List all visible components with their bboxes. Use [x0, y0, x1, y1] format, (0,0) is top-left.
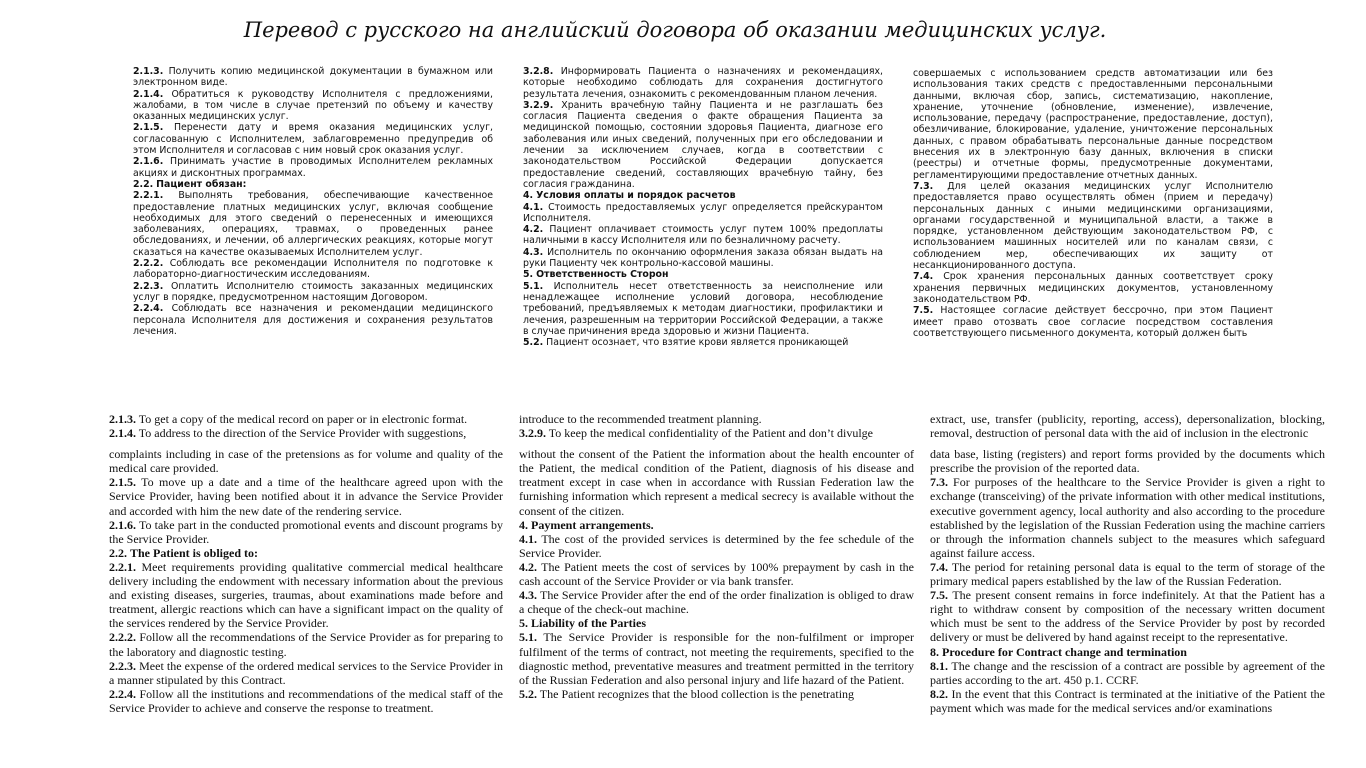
clause-text: Пациент осознает, что взятие крови является проникающей: [546, 337, 849, 349]
clause-number: 4.1.: [519, 531, 537, 546]
clause-text: without the consent of the Patient the information about the health encounter of the Patient, the medical condition of the Patient, diagnosis of his disease and treatment except in case when in accordance with Russian Federation law the furnishing information which represent a medical secrecy is available without the consent of the citizen.: [519, 447, 914, 518]
clause-text: совершаемых с использованием средств автоматизации или без использования таких средств с предоставленными персональными данными, включая сбор, запись, систематизацию, накопление, хранение, уточнение (обновление, изменение), извлечение, использование, передачу (распространение, предоставление, доступ), обезличивание, блокирование, удаление, уничтожение персональных данных, с правом обрабатывать персональные данные посредством внесения их в электронную базу данных, включения в списки (реестры) и отчетные формы, предусмотренные документами, регламентирующими предоставление отчетных данных.: [913, 68, 1273, 181]
clause-text: Соблюдать все назначения и рекомендации медицинского персонала Исполнителя для достижения и сохранения результатов лечения.: [133, 303, 493, 337]
clause: [133, 122, 493, 156]
clause-text: For purposes of the healthcare to the Service Provider is given a right to exchange (transceiving) of the private information with other medical institutions, executive government agency, local authority and also according to the procedure established by the legislation of the Russian Federation using the machine carriers or through the information channels subject to the measures which safeguard against failure access.: [930, 475, 1325, 560]
clause: [523, 66, 883, 100]
clause: [519, 532, 914, 560]
clause-text: Настоящее согласие действует бессрочно, при этом Пациент имеет право отозвать свое согласие посредством составления соответствующего письменного документа, который должен быть: [913, 305, 1273, 339]
clause-number: 2.2.4.: [133, 303, 164, 315]
clause: [930, 588, 1325, 644]
clause-number: 5.: [523, 269, 534, 281]
clause-text: Обратиться к руководству Исполнителя с предложениями, жалобами, в том числе в случае претензий по объему и качеству оказанных медицинских услуг.: [133, 88, 493, 123]
clause-number: 7.4.: [930, 559, 948, 574]
clause-text: extract, use, transfer (publicity, reporting, access), depersonalization, blocking, removal, destruction of personal data with the aid of inclusion in the electronic: [930, 412, 1325, 441]
clause-text: Оплатить Исполнителю стоимость заказанных медицинских услуг в порядке, предусмотренном настоящим Договором.: [133, 280, 493, 303]
clause-text: The present consent remains in force indefinitely. At that the Patient has a right to withdraw consent by composition of the necessary written document which must be sent to the address of the Service Provider by post by recorded delivery or must be delivered by hand against receipt to the representative.: [930, 588, 1325, 645]
clause-number: 4.3.: [523, 246, 544, 258]
clause: [519, 447, 914, 517]
clause-text: Срок хранения персональных данных соответствует сроку хранения первичных медицинских документов, установленному законодательством РФ.: [913, 271, 1273, 305]
clause-text: To take part in the conducted promotional events and discount programs by the Service Provider.: [109, 517, 503, 546]
clause-number: 2.1.3.: [133, 66, 164, 77]
clause: [930, 560, 1325, 588]
clause-text: Соблюдать все рекомендации Исполнителя по подготовке к лабораторно-диагностическим исследованиям.: [133, 258, 493, 281]
clause-number: 5.2.: [523, 337, 544, 349]
clause: [133, 258, 493, 281]
clause: [913, 181, 1273, 271]
clause: [523, 247, 883, 270]
clause: [523, 269, 883, 280]
section-heading: Ответственность Сторон: [536, 269, 669, 281]
clause-text: Пациент оплачивает стоимость услуг путем 100% предоплаты наличными в кассу Исполнителя или по безналичному расчету.: [523, 224, 883, 247]
clause: [133, 66, 493, 89]
clause: [519, 426, 914, 440]
page-title: Перевод с русского на английский договора об оказании медицинских услуг.: [243, 18, 1107, 42]
clause-number: 2.1.6.: [133, 156, 164, 168]
clause-text: The change and the rescission of a contract are possible by agreement of the parties according to the art. 450 p.1. CCRF.: [930, 658, 1325, 687]
russian-column-2: [523, 66, 883, 362]
clause: [523, 190, 883, 201]
clause-text: Исполнитель несет ответственность за неисполнение или ненадлежащее исполнение условий договора, несоблюдение требований, предъявляемых к методам диагностики, профилактики и лечения, разрешенным на территории Российской Федерации, а также в случае причинения вреда здоровью и жизни Пациента.: [523, 280, 883, 337]
clause-text: To get a copy of the medical record on paper or in electronic format.: [138, 412, 468, 426]
clause-number: 2.2.4.: [109, 686, 136, 701]
clause-text: Перенести дату и время оказания медицинских услуг, согласованную с Исполнителем, заблаговременно предупредив об этом Исполнителя и согласовав с ним новый срок оказания услуг.: [133, 122, 493, 157]
clause-number: 2.2.1.: [109, 559, 136, 574]
clause-number: 5.1.: [519, 630, 537, 645]
clause-number: 5.2.: [519, 686, 537, 701]
clause: [519, 588, 914, 616]
clause: [523, 281, 883, 337]
paragraph-gap: [519, 440, 914, 447]
clause-text: Выполнять требования, обеспечивающие качественное предоставление платных медицинских услуг, включая сообщение необходимых для этого сведений о перенесенных и имеющихся заболеваниях, операциях, травмах, о проведенных ранее обследованиях, и лечении, об аллергических реакциях, которые могут сказаться на качестве оказываемых Исполнителем услуг.: [133, 190, 493, 258]
clause: [913, 271, 1273, 305]
clause-number: 4.2.: [519, 559, 537, 574]
clause-number: 2.1.5.: [109, 475, 136, 490]
section-heading: Пациент обязан:: [156, 178, 247, 190]
section-heading: Payment arrangements.: [531, 517, 654, 532]
clause-text: Получить копию медицинской документации в бумажном или электронном виде.: [133, 66, 493, 89]
clause-text: Meet the expense of the ordered medical services to the Service Provider in a manner stipulated by this Contract.: [109, 658, 503, 687]
clause-number: 4.3.: [519, 588, 537, 603]
clause: [133, 179, 493, 190]
clause-number: 2.1.6.: [109, 517, 136, 532]
clause: [109, 687, 503, 715]
clause-number: 4.2.: [523, 224, 544, 236]
clause: [930, 645, 1325, 659]
clause-number: 8.: [930, 644, 939, 659]
clause: [913, 305, 1273, 339]
clause: [519, 687, 914, 701]
clause-number: 2.1.5.: [133, 122, 164, 134]
clause: [523, 100, 883, 190]
clause: [109, 518, 503, 546]
clause-number: 3.2.8.: [523, 66, 554, 77]
clause-number: 3.2.9.: [523, 99, 554, 111]
english-column-2: [519, 412, 914, 722]
clause-number: 8.1.: [930, 658, 948, 673]
clause: [109, 630, 503, 658]
clause: [133, 281, 493, 304]
clause-number: 2.2.2.: [133, 258, 164, 270]
clause: [519, 518, 914, 532]
section-heading: Procedure for Contract change and termination: [942, 644, 1187, 659]
russian-contract-scan: [0, 66, 1366, 362]
clause: [930, 447, 1325, 475]
clause: [109, 659, 503, 687]
clause: [109, 475, 503, 517]
clause-text: Meet requirements providing qualitative commercial medical healthcare delivery including the endowment with necessary information about the previous and existing diseases, surgeries, traumas, about examinations made before and treatment, allergic reactions which can have a significant impact on the quality of the services rendered by the Service Provider.: [109, 559, 503, 631]
clause: [930, 412, 1325, 440]
clause-text: Исполнитель по окончанию оформления заказа обязан выдать на руки Пациенту чек контрольно-кассовой машины.: [523, 246, 883, 270]
clause-number: 8.2.: [930, 686, 948, 701]
clause-text: data base, listing (registers) and report forms provided by the documents which prescribe the provision of the reported data.: [930, 447, 1325, 476]
section-heading: Условия оплаты и порядок расчетов: [536, 190, 736, 202]
clause-number: 3.2.9.: [519, 426, 546, 441]
clause: [133, 89, 493, 123]
clause-number: 5.: [519, 616, 528, 631]
clause: [930, 659, 1325, 687]
clause: [109, 560, 503, 630]
clause: [519, 630, 914, 686]
clause: [133, 303, 493, 337]
clause-number: 2.1.4.: [133, 88, 164, 100]
clause-number: 2.2.: [133, 178, 154, 190]
clause: [519, 412, 914, 426]
clause: [109, 412, 503, 426]
clause-number: 2.2.: [109, 545, 127, 560]
clause-text: Принимать участие в проводимых Исполнителем рекламных акциях и дисконтных программах.: [133, 156, 493, 179]
clause-number: 5.1.: [523, 280, 544, 292]
clause-text: complaints including in case of the pretensions as for volume and quality of the medical care provided.: [109, 447, 503, 476]
clause-text: The Patient recognizes that the blood collection is the penetrating: [539, 686, 855, 701]
clause-number: 4.: [523, 190, 534, 202]
clause-text: introduce to the recommended treatment planning.: [519, 412, 762, 426]
clause-text: The Service Provider is responsible for the non-fulfilment or improper fulfilment of the terms of contract, not meeting the requirements, specified to the diagnostic method, preventative measures and treatment permitted in the territory of the Russian Federation and also personal injury and life hazard of the Patient.: [519, 630, 914, 687]
clause: [109, 447, 503, 475]
clause: [519, 560, 914, 588]
clause-number: 2.2.3.: [109, 658, 136, 673]
clause-text: To keep the medical confidentiality of the Patient and don’t divulge: [548, 426, 873, 441]
clause-text: Информировать Пациента о назначениях и рекомендациях, которые необходимо соблюдать для сохранения достигнутого результата лечения, ознакомить с рекомендованным планом лечения.: [523, 66, 883, 100]
clause-text: Стоимость предоставляемых услуг определяется прейскурантом Исполнителя.: [523, 201, 883, 224]
paragraph-gap: [930, 440, 1325, 447]
clause: [930, 475, 1325, 560]
clause-number: 7.3.: [930, 475, 948, 490]
clause-number: 4.: [519, 517, 528, 532]
clause: [109, 546, 503, 560]
clause: [133, 156, 493, 179]
clause-number: 2.2.3.: [133, 280, 164, 292]
clause-number: 2.2.2.: [109, 630, 136, 645]
clause-number: 7.3.: [913, 180, 934, 192]
clause-text: The cost of the provided services is determined by the fee schedule of the Service Provider.: [519, 531, 914, 560]
clause: [930, 687, 1325, 715]
english-column-3: [930, 412, 1325, 722]
clause-text: To move up a date and a time of the healthcare agreed upon with the Service Provider, having been notified about it in advance the Service Provider and accorded with him the new date of the rendering service.: [109, 475, 503, 518]
clause-text: Follow all the recommendations of the Service Provider as for preparing to the laboratory and diagnostic testing.: [109, 630, 503, 659]
clause-number: 7.5.: [930, 588, 948, 603]
clause: [523, 224, 883, 247]
clause-number: 2.1.3.: [109, 412, 136, 426]
section-heading: Liability of the Parties: [531, 616, 646, 631]
clause: [519, 616, 914, 630]
clause-number: 2.2.1.: [133, 190, 164, 202]
clause: [523, 202, 883, 225]
english-column-1: [109, 412, 503, 722]
russian-column-3: [913, 68, 1273, 362]
clause: [523, 337, 883, 348]
clause-text: To address to the direction of the Service Provider with suggestions,: [138, 426, 467, 441]
clause-text: Follow all the institutions and recommendations of the medical staff of the Service Provider to achieve and conserve the response to treatment.: [109, 686, 503, 715]
clause: [133, 190, 493, 258]
section-heading: The Patient is obliged to:: [130, 545, 258, 560]
clause-text: Хранить врачебную тайну Пациента и не разглашать без согласия Пациента сведения о факте обращения Пациента за медицинской помощью, состоянии здоровья Пациента, диагнозе его заболевания или иных сведений, полученных при его обследовании и лечении за исключением случаев, когда в соответствии с законодательством Российской Федерации допускается предоставление сведений, составляющих врачебную тайну, без согласия гражданина.: [523, 99, 883, 190]
clause: [913, 68, 1273, 181]
clause-number: 7.4.: [913, 271, 934, 283]
clause-number: 7.5.: [913, 305, 934, 317]
russian-column-1: [133, 66, 493, 362]
clause-text: Для целей оказания медицинских услуг Исполнителю предоставляется право осуществлять обмен (прием и передачу) персональных данных с иными медицинскими организациями, органами государственной и муниципальной власти, а также в порядке, установленном действующим законодательством РФ, с использованием машинных носителей или по каналам связи, с соблюдением мер, обеспечивающих их защиту от несанкционированного доступа.: [913, 180, 1273, 272]
clause-number: 2.1.4.: [109, 426, 136, 441]
clause-number: 4.1.: [523, 201, 544, 213]
clause-text: The Patient meets the cost of services by 100% prepayment by cash in the cash account of the Service Provider or via bank transfer.: [519, 559, 914, 589]
clause-text: The period for retaining personal data is equal to the term of storage of the primary medical papers established by the law of the Russian Federation.: [930, 559, 1325, 589]
clause-text: In the event that this Contract is terminated at the initiative of the Patient the payment which was made for the medical services and/or examinations: [930, 686, 1325, 715]
clause: [109, 426, 503, 440]
clause-text: The Service Provider after the end of the order finalization is obliged to draw a cheque of the check-out machine.: [519, 588, 914, 617]
paragraph-gap: [109, 440, 503, 447]
